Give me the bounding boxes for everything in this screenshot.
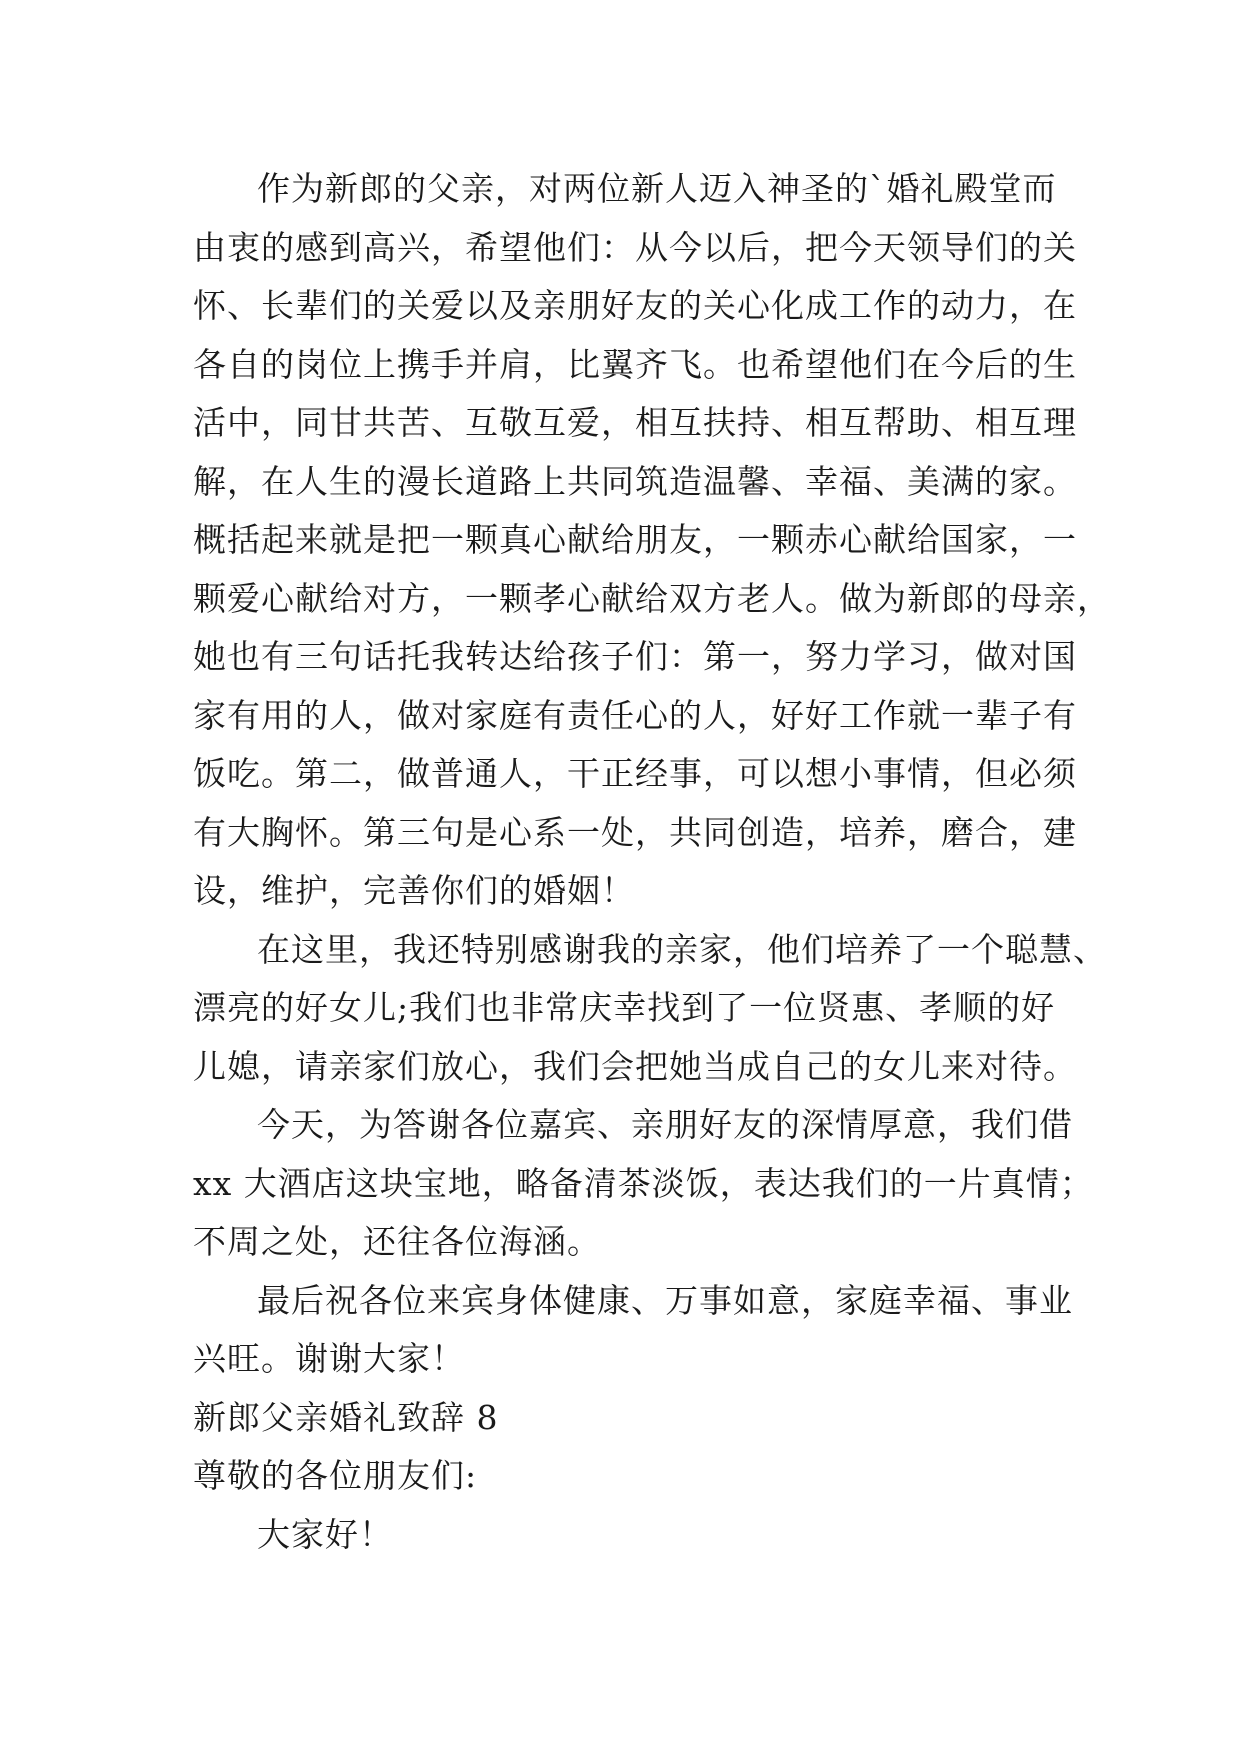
text-line: 兴旺。谢谢大家！: [193, 1339, 465, 1378]
text-line: 在这里，我还特别感谢我的亲家，他们培养了一个聪慧、: [257, 929, 1107, 969]
text-line: 由衷的感到高兴，希望他们：从今以后，把今天领导们的关: [193, 227, 1077, 267]
text-line: 解，在人生的漫长道路上共同筑造温馨、幸福、美满的家。: [193, 461, 1077, 501]
text-line: 漂亮的好女儿;我们也非常庆幸找到了一位贤惠、孝顺的好: [193, 988, 1056, 1027]
text-line: 有大胸怀。第三句是心系一处，共同创造，培养，磨合，建: [193, 812, 1077, 852]
text-line: 最后祝各位来宾身体健康、万事如意，家庭幸福、事业: [257, 1280, 1073, 1320]
text-line: 家有用的人，做对家庭有责任心的人，好好工作就一辈子有: [193, 695, 1077, 735]
text-line: 怀、长辈们的关爱以及亲朋好友的关心化成工作的动力，在: [193, 286, 1077, 325]
text-line: xx 大酒店这块宝地，略备清茶淡饭，表达我们的一片真情；: [193, 1163, 1094, 1203]
text-line: 设，维护，完善你们的婚姻！: [193, 871, 635, 910]
text-line: 儿媳，请亲家们放心，我们会把她当成自己的女儿来对待。: [193, 1046, 1077, 1086]
salutation: 尊敬的各位朋友们:: [193, 1456, 478, 1495]
text-line: 饭吃。第二，做普通人，干正经事，可以想小事情，但必须: [193, 754, 1077, 793]
text-line: 活中，同甘共苦、互敬互爱，相互扶持、相互帮助、相互理: [193, 403, 1077, 442]
text-line: 她也有三句话托我转达给孩子们：第一，努力学习，做对国: [193, 637, 1077, 676]
text-line: 不周之处，还往各位海涵。: [193, 1222, 601, 1261]
text-line: 作为新郎的父亲，对两位新人迈入神圣的`婚礼殿堂而: [257, 169, 1057, 208]
speech-text: [193, 160, 1111, 1564]
greeting: 大家好！: [257, 1514, 393, 1554]
section-heading: 新郎父亲婚礼致辞 8: [193, 1397, 499, 1437]
text-line: 颗爱心献给对方，一颗孝心献给双方老人。做为新郎的母亲，: [193, 578, 1111, 618]
text-line: 今天，为答谢各位嘉宾、亲朋好友的深情厚意，我们借: [257, 1105, 1073, 1144]
text-line: 各自的岗位上携手并肩，比翼齐飞。也希望他们在今后的生: [193, 344, 1077, 384]
text-line: 概括起来就是把一颗真心献给朋友，一颗赤心献给国家，一: [193, 520, 1077, 559]
